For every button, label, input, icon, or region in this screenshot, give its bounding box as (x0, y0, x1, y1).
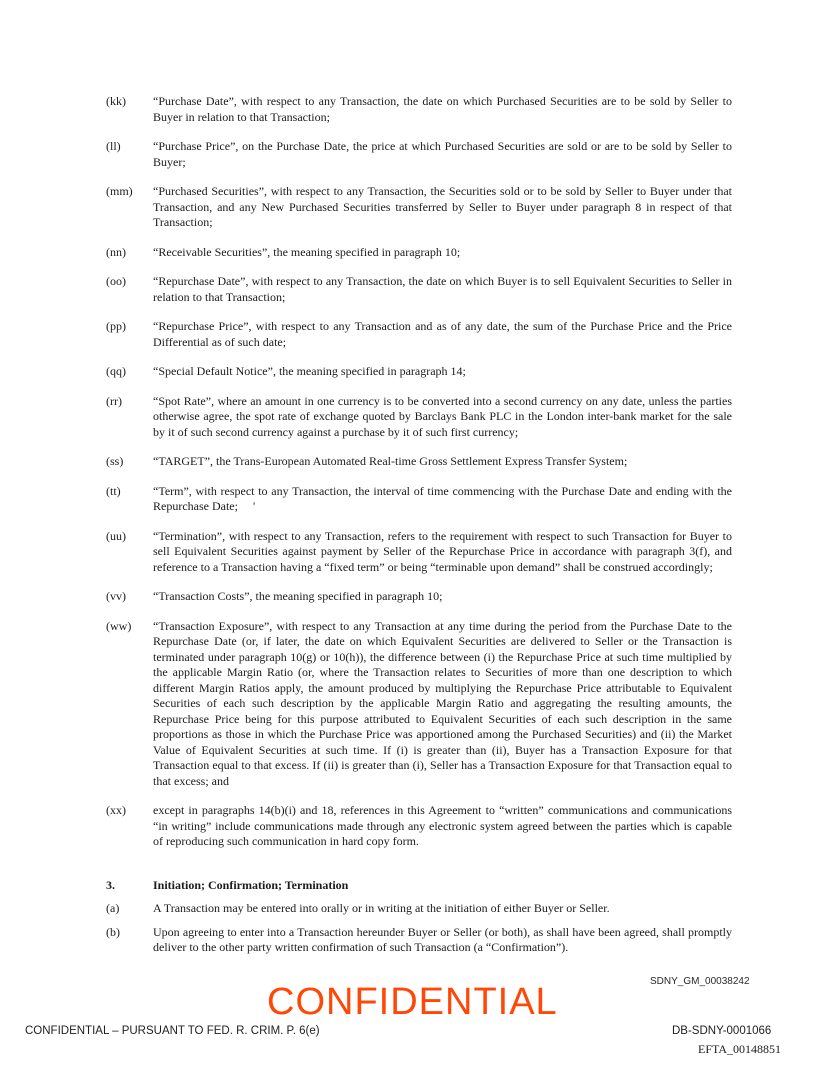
definition-label: (nn) (106, 244, 126, 259)
definition-text: “Repurchase Date”, with respect to any Transaction, the date on which Buyer is to sell Equivalent Securities to Seller in relation to that Transaction; (153, 274, 732, 304)
definition-item (106, 245, 732, 261)
definition-item (106, 619, 732, 790)
definition-item (106, 184, 732, 231)
section-heading (106, 878, 732, 894)
definition-label: (tt) (106, 483, 121, 498)
definition-text: “TARGET”, the Trans-European Automated Real-time Gross Settlement Express Transfer System; (153, 454, 628, 468)
section-item-text: Upon agreeing to enter into a Transaction hereunder Buyer or Seller (or both), as shall have been agreed, shall promptly deliver to the other party written confirmation of such Transaction (a “Confirmation”). (153, 924, 732, 954)
definition-text: “Special Default Notice”, the meaning specified in paragraph 14; (153, 364, 466, 378)
definition-text: “Transaction Exposure”, with respect to any Transaction at any time during the period from the Purchase Date to the Repurchase Date (or, if later, the date on which Equivalent Securities are delivered to Seller or the Transaction is terminated under paragraph 10(g) or 10(h)), the difference between (i) the Repurchase Price at such time multiplied by the applicable Margin Ratio (or, where the Transaction relates to Securities of more than one description to which different Margin Ratios apply, the amount produced by multiplying the Repurchase Price attributable to Equivalent Securities of each such description by the applicable Margin Ratio and aggregating the resulting amounts, the Repurchase Price being for this purpose attributed to Equivalent Securities of each such description in the same proportions as those in which the Purchase Price was apportioned among the Purchased Securities) and (ii) the Market Value of Equivalent Securities at such time. If (i) is greater than (ii), Buyer has a Transaction Exposure for that Transaction equal to that excess. If (ii) is greater than (i), Seller has a Transaction Exposure for that Transaction equal to that excess; and (153, 618, 732, 788)
section-item-text: A Transaction may be entered into orally or in writing at the initiation of either Buyer or Seller. (153, 901, 610, 915)
definition-label: (qq) (106, 364, 126, 378)
definition-label: (xx) (106, 803, 126, 817)
definition-item (106, 803, 732, 850)
definition-text: “Transaction Costs”, the meaning specified in paragraph 10; (153, 589, 443, 603)
definition-text: “Receivable Securities”, the meaning specified in paragraph 10; (153, 244, 461, 259)
definition-text: “Term”, with respect to any Transaction, the interval of time commencing with the Purchase Date and ending with the Repurchase Date; ' (153, 483, 732, 513)
definition-label: (rr) (106, 393, 122, 408)
definition-label: (oo) (106, 274, 126, 288)
definition-text: “Purchase Date”, with respect to any Transaction, the date on which Purchased Securities are to be sold by Seller to Buyer in relation to that Transaction; (153, 94, 732, 124)
definition-text: except in paragraphs 14(b)(i) and 18, references in this Agreement to “written” communications and communications “in writing” include communications made through any electronic system agreed between the parties which is capable of reproducing such communication in hard copy form. (153, 803, 732, 848)
section-item-label: (a) (106, 901, 120, 915)
section-item (106, 925, 732, 956)
footer-confidentiality-note: CONFIDENTIAL – PURSUANT TO FED. R. CRIM. P. 6(e) (25, 1025, 320, 1037)
definition-label: (mm) (106, 184, 133, 198)
section-item (106, 901, 732, 917)
definition-text: “Purchase Price”, on the Purchase Date, the price at which Purchased Securities are sold or are to be sold by Seller to Buyer; (153, 139, 732, 169)
definitions-list (106, 94, 732, 964)
definition-item (106, 589, 732, 605)
definition-item (106, 484, 732, 515)
definition-label: (ll) (106, 139, 121, 153)
bates-number-overlay: SDNY_GM_00038242 (650, 976, 750, 987)
definition-item (106, 274, 732, 305)
definition-item (106, 529, 732, 576)
confidential-stamp: CONFIDENTIAL (267, 981, 558, 1023)
section-title: Initiation; Confirmation; Termination (153, 877, 349, 892)
definition-item (106, 139, 732, 170)
definition-item (106, 454, 732, 470)
section-item-label: (b) (106, 924, 120, 939)
definition-item (106, 394, 732, 441)
definition-item (106, 364, 732, 380)
definition-label: (uu) (106, 528, 126, 543)
definition-label: (kk) (106, 94, 126, 108)
definition-item (106, 94, 732, 125)
definition-text: “Repurchase Price”, with respect to any Transaction and as of any date, the sum of the Purchase Price and the Price Differential as of such date; (153, 319, 732, 349)
definition-label: (vv) (106, 589, 126, 603)
definition-item (106, 319, 732, 350)
definition-label: (pp) (106, 319, 126, 333)
footer-production-number: EFTA_00148851 (698, 1042, 782, 1056)
section-number: 3. (106, 877, 115, 892)
definition-label: (ww) (106, 618, 132, 633)
definition-text: “Purchased Securities”, with respect to any Transaction, the Securities sold or to be sold by Seller to Buyer under that Transaction, and any New Purchased Securities transferred by Seller to Buyer under paragraph 8 in respect of that Transaction; (153, 184, 732, 229)
footer-bates-number: DB-SDNY-0001066 (672, 1025, 772, 1037)
definition-text: “Termination”, with respect to any Transaction, refers to the requirement with respect to such Transaction for Buyer to sell Equivalent Securities against payment by Seller of the Repurchase Price in accordance with paragraph 3(f), and reference to a Transaction having a “fixed term” or being “terminable upon demand” shall be construed accordingly; (153, 528, 732, 574)
definition-label: (ss) (106, 454, 124, 468)
definition-text: “Spot Rate”, where an amount in one currency is to be converted into a second currency on any date, unless the parties otherwise agree, the spot rate of exchange quoted by Barclays Bank PLC in the London inter-bank market for the sale by it of such second currency against a purchase by it of such first currency; (153, 393, 732, 439)
